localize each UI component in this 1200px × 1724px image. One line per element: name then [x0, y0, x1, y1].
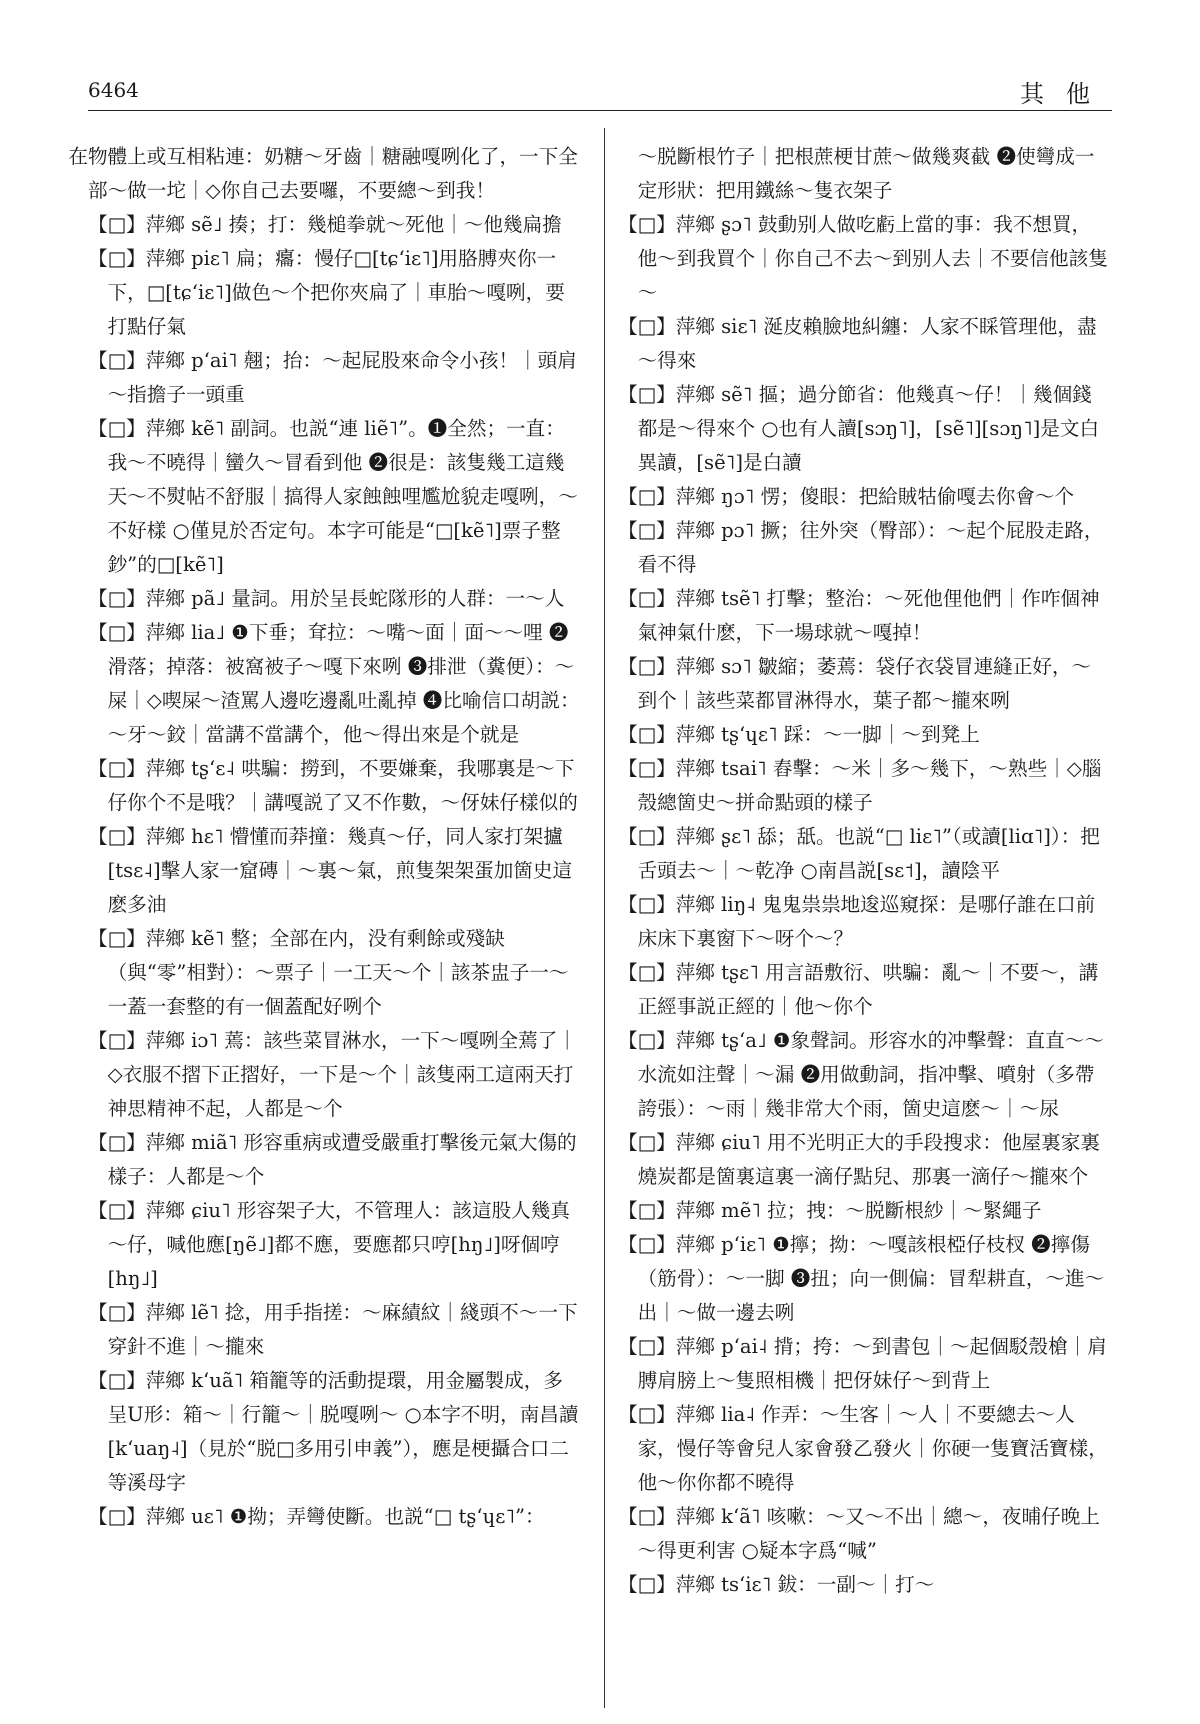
dictionary-entry: 【□】萍鄉 kẽ˥ 副詞。也説“連 liẽ˥”。❶全然；一直：我～不曉得｜蠻久～冒看到他 ❷很是：該隻幾工這幾天～不熨帖不舒服｜搞得人家蝕蝕哩尷尬貌走嘎咧，～不好樣 ○僅見於否定句。本字可能是“□[kẽ˥]票子整鈔”的□[kẽ˥]: [88, 417, 578, 576]
dictionary-entry: 【□】萍鄉 ŋɔ˥ 愣；傻眼：把給賊牯偷嘎去你會～个: [618, 485, 1075, 508]
dictionary-entry: 【□】萍鄉 iɔ˥ 蔫：該些菜冒淋水，一下～嘎咧全蔫了｜◇衣服不摺下正摺好，一下是～个｜該隻兩工這兩天打神思精神不起，人都是～个: [88, 1029, 577, 1120]
dictionary-entry: 【□】萍鄉 pʻiɛ˥ ❶擰；拗：～嘎該根椏仔枝杈 ❷擰傷（筋骨）：～一脚 ❸扭；向一側偏：冒犁耕直，～進～出｜～做一邊去咧: [618, 1233, 1105, 1324]
entry-continuation: 在物體上或互相粘連：奶糖～牙齒｜糖融嘎咧化了，一下全部～做一坨｜◇你自己去要囉，不要總～到我！: [68, 145, 578, 202]
dictionary-entry: 【□】萍鄉 ʂɛ˥ 舔；舐。也説“□ liɛ˥”（或讀[liɑ˥]）：把舌頭去～｜～乾净 ○南昌説[sɛ˦]，讀陰平: [618, 825, 1100, 882]
dictionary-entry: 【□】萍鄉 pʻai˥ 翹；抬：～起屁股來命令小孩！｜頭肩～指擔子一頭重: [88, 349, 577, 406]
left-column: [68, 140, 580, 1534]
dictionary-entry: 【□】萍鄉 ʂɔ˥ 鼓動别人做吃虧上當的事：我不想買，他～到我買个｜你自己不去～到别人去｜不要信他該隻～: [618, 213, 1108, 304]
dictionary-entry: 【□】萍鄉 kʻuã˥ 箱籠等的活動提環，用金屬製成，多呈U形：箱～｜行籠～｜脱嘎咧～ ○本字不明，南昌讀[kʻuaŋ˨]（見於“脱□多用引申義”），應是梗攝合口二等溪母字: [88, 1369, 579, 1494]
dictionary-entry: 【□】萍鄉 pã˩ 量詞。用於呈長蛇隊形的人群：一～人: [88, 587, 565, 610]
dictionary-entry: 【□】萍鄉 tsẽ˥ 打擊；整治：～死他俚他們｜作咋個神氣神氣什麽，下一場球就～嘎掉！: [618, 587, 1100, 644]
dictionary-entry: 【□】萍鄉 tʂʻɛ˨ 哄騙：撈到，不要嫌棄，我哪裏是～下仔你个不是哦？｜講嘎説了又不作數，～伢妹仔樣似的: [88, 757, 578, 814]
dictionary-entry: 【□】萍鄉 sɔ˥ 皺縮；萎蔫：袋仔衣袋冒連縫正好，～到个｜該些菜都冒淋得水，葉子都～攏來咧: [618, 655, 1092, 712]
page-number: 6464: [88, 78, 139, 102]
dictionary-entry: 【□】萍鄉 hɛ˥ 懵懂而莽撞：幾真～仔，同人家打架攎[tsɛ˨]擊人家一窟磚｜～裏～氣，煎隻架架蛋加箇史這麽多油: [88, 825, 573, 916]
dictionary-entry: 【□】萍鄉 tsʻiɛ˥ 鈸：一副～｜打～: [618, 1573, 935, 1596]
dictionary-entry: 【□】萍鄉 lẽ˥ 捻，用手指搓：～麻績紋｜綫頭不～一下穿針不進｜～攏來: [88, 1301, 578, 1358]
dictionary-entry: 【□】萍鄉 ɕiu˥ 用不光明正大的手段搜求：他屋裏家裏燒炭都是箇裏這裏一滴仔點兒、那裏一滴仔～攏來个: [618, 1131, 1100, 1188]
dictionary-entry: 【□】萍鄉 sẽ˩ 揍；打：幾槌拳就～死他｜～他幾扁擔: [88, 213, 562, 236]
page-header: [88, 70, 1112, 110]
header-rule: [88, 110, 1112, 111]
dictionary-entry: 【□】萍鄉 ɕiu˥ 形容架子大，不管理人：該這股人幾真～仔，喊他應[ŋẽ˩]都不應，要應都只哼[hŋ˩]呀個哼[hŋ˩]: [88, 1199, 570, 1290]
dictionary-entry: 【□】萍鄉 siɛ˥ 涎皮賴臉地糾纏：人家不睬管理他，盡～得來: [618, 315, 1097, 372]
dictionary-entry: 【□】萍鄉 kẽ˥ 整；全部在内，没有剩餘或殘缺（與“零”相對）：～票子｜一工天～个｜該茶盅子一～一蓋一套整的有一個蓋配好咧个: [88, 927, 569, 1018]
column-divider: [604, 128, 605, 1708]
dictionary-entry: 【□】萍鄉 uɛ˥ ❶拗；弄彎使斷。也説“□ tʂʻɥɛ˥”：: [88, 1505, 545, 1528]
dictionary-entry: 【□】萍鄉 tʂʻa˩ ❶象聲詞。形容水的冲擊聲：直直～～水流如注聲｜～漏 ❷用做動詞，指冲擊、噴射（多帶誇張）：～雨｜幾非常大个雨，箇史這麽～｜～尿: [618, 1029, 1104, 1120]
dictionary-entry: 【□】萍鄉 tʂɛ˥ 用言語敷衍、哄騙：亂～｜不要～，講正經事説正經的｜他～你个: [618, 961, 1099, 1018]
dictionary-entry: 【□】萍鄉 miã˥ 形容重病或遭受嚴重打擊後元氣大傷的樣子：人都是～个: [88, 1131, 577, 1188]
dictionary-entry: 【□】萍鄉 kʻã˥ 咳嗽：～又～不出｜總～，夜晡仔晚上～得更利害 ○疑本字爲“喊”: [618, 1505, 1100, 1562]
dictionary-entry: 【□】萍鄉 pɔ˥ 撅；往外突（臀部）：～起个屁股走路，看不得: [618, 519, 1104, 576]
dictionary-entry: 【□】萍鄉 mẽ˥ 拉；拽：～脱斷根紗｜～緊繩子: [618, 1199, 1042, 1222]
dictionary-entry: 【□】萍鄉 tsai˥ 舂擊：～米｜多～幾下，～熟些｜◇腦殼總箇史～拼命點頭的樣子: [618, 757, 1102, 814]
dictionary-entry: 【□】萍鄉 lia˩ ❶下垂；耷拉：～嘴～面｜面～～哩 ❷滑落；掉落：被窩被子～嘎下來咧 ❸排泄（糞便）：～屎｜◇喫屎～渣罵人邊吃邊亂吐亂掉 ❹比喻信口胡説：～牙～鉸｜當講不當講个，他～得出來是个就是: [88, 621, 580, 746]
right-column: [618, 140, 1110, 1602]
dictionary-entry: 【□】萍鄉 liŋ˨ 鬼鬼祟祟地逡巡窺探：是哪仔誰在口前床床下裏窗下～呀个～？: [618, 893, 1096, 950]
dictionary-entry: 【□】萍鄉 lia˨ 作弄：～生客｜～人｜不要總去～人家，慢仔等會兒人家會發乙發火｜你硬一隻寶活寶樣，他～你你都不曉得: [618, 1403, 1108, 1494]
section-title: 其他: [1020, 80, 1112, 108]
dictionary-entry: 【□】萍鄉 piɛ˥ 扁；癟：慢仔□[tɕʻiɛ˥]用胳膊夾你一下，□[tɕʻiɛ˥]做色～个把你夾扁了｜車胎～嘎咧，要打點仔氣: [88, 247, 565, 338]
dictionary-entry: 【□】萍鄉 tʂʻɥɛ˥ 踩：～一脚｜～到凳上: [618, 723, 980, 746]
entry-continuation: ～脱斷根竹子｜把根蔗梗甘蔗～做幾爽截 ❷使彎成一定形狀：把用鐵絲～隻衣架子: [637, 145, 1095, 202]
dictionary-entry: 【□】萍鄉 pʻai˨ 揹；挎：～到書包｜～起個駁殼槍｜肩膊肩膀上～隻照相機｜把伢妹仔～到背上: [618, 1335, 1107, 1392]
dictionary-entry: 【□】萍鄉 sẽ˥ 摳；過分節省：他幾真～仔！｜幾個錢都是～得來个 ○也有人讀[sɔŋ˥]，[sẽ˥][sɔŋ˥]是文白異讀，[sẽ˥]是白讀: [618, 383, 1100, 474]
